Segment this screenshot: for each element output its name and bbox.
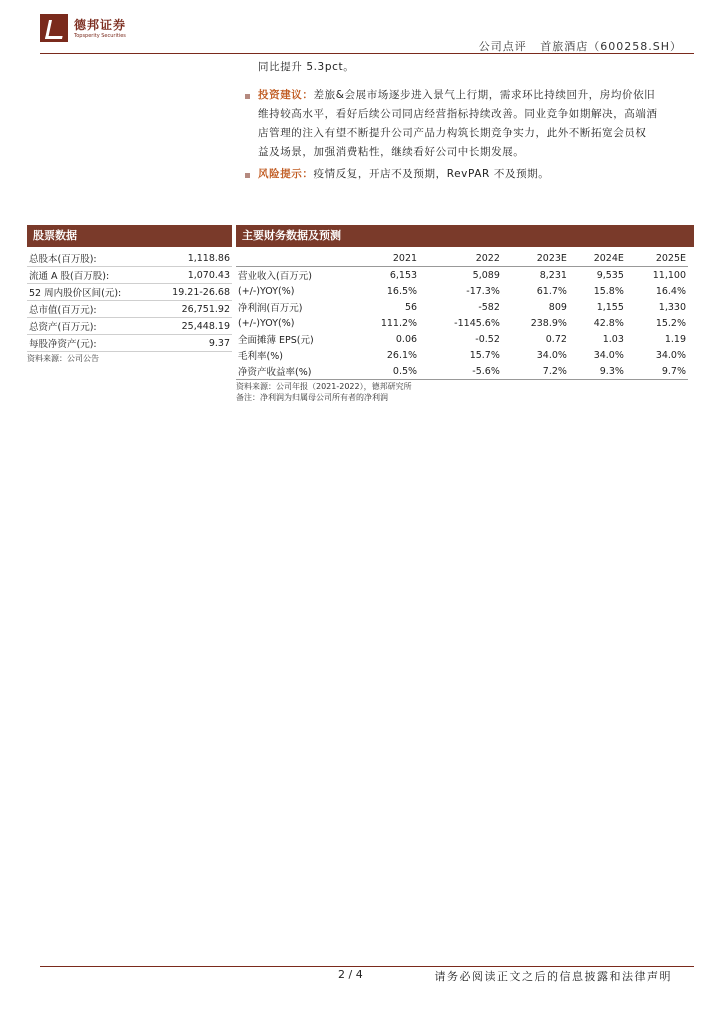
table-cell: 34.0% <box>655 349 686 361</box>
stock-label: 总资产(百万元): <box>27 318 152 335</box>
stock-data-title: 股票数据 <box>27 225 232 247</box>
page-number: 2 / 4 <box>338 968 363 981</box>
row-label: 营业收入(百万元) <box>238 271 312 282</box>
table-cell: -0.52 <box>475 333 500 345</box>
table-cell: 0.72 <box>545 333 567 345</box>
table-cell: -5.6% <box>419 363 502 380</box>
row-label: (+/-)YOY(%) <box>238 285 295 297</box>
report-type: 公司点评 <box>478 40 527 53</box>
table-cell: 11,100 <box>652 269 686 281</box>
row-label: 净资产收益率(%) <box>236 363 352 380</box>
stock-value: 19.21-26.68 <box>152 284 232 301</box>
bullet-icon <box>245 173 250 178</box>
table-cell: 34.0% <box>593 349 624 361</box>
financial-panel <box>236 225 694 403</box>
stock-label: 流通 A 股(百万股): <box>27 267 152 284</box>
table-cell: 1,155 <box>596 301 624 313</box>
table-row <box>27 267 232 284</box>
company-name: 首旅酒店（600258.SH） <box>540 40 682 53</box>
stock-value: 1,118.86 <box>152 250 232 267</box>
table-cell: 809 <box>548 301 567 313</box>
table-cell: 5,089 <box>472 269 500 281</box>
stock-value: 1,070.43 <box>152 267 232 284</box>
report-header <box>479 38 682 54</box>
table-cell: 61.7% <box>536 285 567 297</box>
stock-data-table <box>27 250 232 352</box>
table-cell: 0.06 <box>395 333 418 345</box>
table-header-row <box>236 250 688 267</box>
table-cell: 9,535 <box>596 269 624 281</box>
financial-note: 备注：净利润为归属母公司所有者的净利润 <box>236 393 388 402</box>
table-row <box>236 299 688 315</box>
table-cell: 9.3% <box>569 363 626 380</box>
disclaimer: 请务必阅读正文之后的信息披露和法律声明 <box>434 970 672 983</box>
table-cell: -582 <box>478 301 500 313</box>
table-cell: 1,330 <box>658 301 686 313</box>
stock-label: 52 周内股价区间(元): <box>27 284 152 301</box>
advice-tag: 投资建议： <box>258 89 314 101</box>
table-cell: 1.19 <box>664 333 686 345</box>
risk-warning: 风险提示：疫情反复，开店不及预期，RevPAR 不及预期。 <box>258 168 550 180</box>
table-cell: 15.2% <box>655 317 686 329</box>
year-header: 2023E <box>502 250 569 267</box>
header-divider <box>40 53 694 54</box>
financial-source: 资料来源：公司年报（2021-2022），德邦研究所 <box>236 382 412 391</box>
stock-value: 9.37 <box>152 335 232 352</box>
table-cell: -1145.6% <box>454 317 500 329</box>
table-cell: 8,231 <box>539 269 567 281</box>
table-row <box>236 347 688 363</box>
financial-title: 主要财务数据及预测 <box>236 225 694 247</box>
footer-divider <box>40 966 694 967</box>
table-row <box>236 363 688 380</box>
table-row <box>236 315 688 331</box>
table-cell: 16.4% <box>655 285 686 297</box>
table-row <box>27 301 232 318</box>
year-header: 2021 <box>352 250 419 267</box>
stock-label: 总市值(百万元): <box>27 301 152 318</box>
bullet-icon <box>245 94 250 99</box>
company-logo-icon <box>40 14 68 42</box>
table-row <box>236 267 688 284</box>
table-row <box>27 284 232 301</box>
stock-source: 资料来源：公司公告 <box>27 354 99 363</box>
table-cell: 238.9% <box>530 317 567 329</box>
investment-advice: 投资建议：差旅&会展市场逐步进入景气上行期，需求环比持续回升，房均价依旧 维持较高水平，看好后续公司同店经营指标持续改善。同业竞争如期解决，高端酒 店管理的注入有望不断提升公司产品力构筑长期竞争实力，此外不断拓宽会员权 益及场景，加强消费粘性，继续看好公司中长期发展。 <box>258 89 658 158</box>
stock-label: 总股本(百万股): <box>27 250 152 267</box>
row-label: 全面摊薄 EPS(元) <box>238 335 314 346</box>
table-cell: 42.8% <box>593 317 624 329</box>
table-row <box>236 331 688 347</box>
table-cell: 15.8% <box>593 285 624 297</box>
table-row <box>27 335 232 352</box>
table-cell: 56 <box>404 301 418 313</box>
row-label: (+/-)YOY(%) <box>238 317 295 329</box>
table-row <box>236 283 688 299</box>
table-cell: 26.1% <box>386 349 418 361</box>
year-header: 2024E <box>569 250 626 267</box>
table-cell: 6,153 <box>389 269 418 281</box>
row-label: 毛利率(%) <box>238 351 283 362</box>
table-cell: 0.5% <box>352 363 419 380</box>
table-row <box>27 250 232 267</box>
table-cell: 1.03 <box>602 333 624 345</box>
table-cell: 111.2% <box>380 317 418 329</box>
stock-value: 26,751.92 <box>152 301 232 318</box>
table-cell: -17.3% <box>466 285 500 297</box>
stock-label: 每股净资产(元): <box>27 335 152 352</box>
logo-text: 德邦证券 <box>74 18 127 32</box>
stock-value: 25,448.19 <box>152 318 232 335</box>
logo-subtext: Topsperity Securities <box>74 33 126 39</box>
table-cell: 34.0% <box>536 349 567 361</box>
table-cell: 9.7% <box>626 363 688 380</box>
table-row <box>27 318 232 335</box>
row-label: 净利润(百万元) <box>238 303 303 314</box>
stock-data-panel <box>27 225 232 364</box>
paragraph-continuation: 同比提升 5.3pct。 <box>258 61 355 73</box>
financial-table <box>236 250 688 380</box>
table-cell: 16.5% <box>386 285 418 297</box>
table-cell: 7.2% <box>502 363 569 380</box>
risk-tag: 风险提示： <box>258 168 314 180</box>
year-header: 2025E <box>626 250 688 267</box>
year-header: 2022 <box>419 250 502 267</box>
header-blank <box>236 250 352 267</box>
table-cell: 15.7% <box>469 349 500 361</box>
